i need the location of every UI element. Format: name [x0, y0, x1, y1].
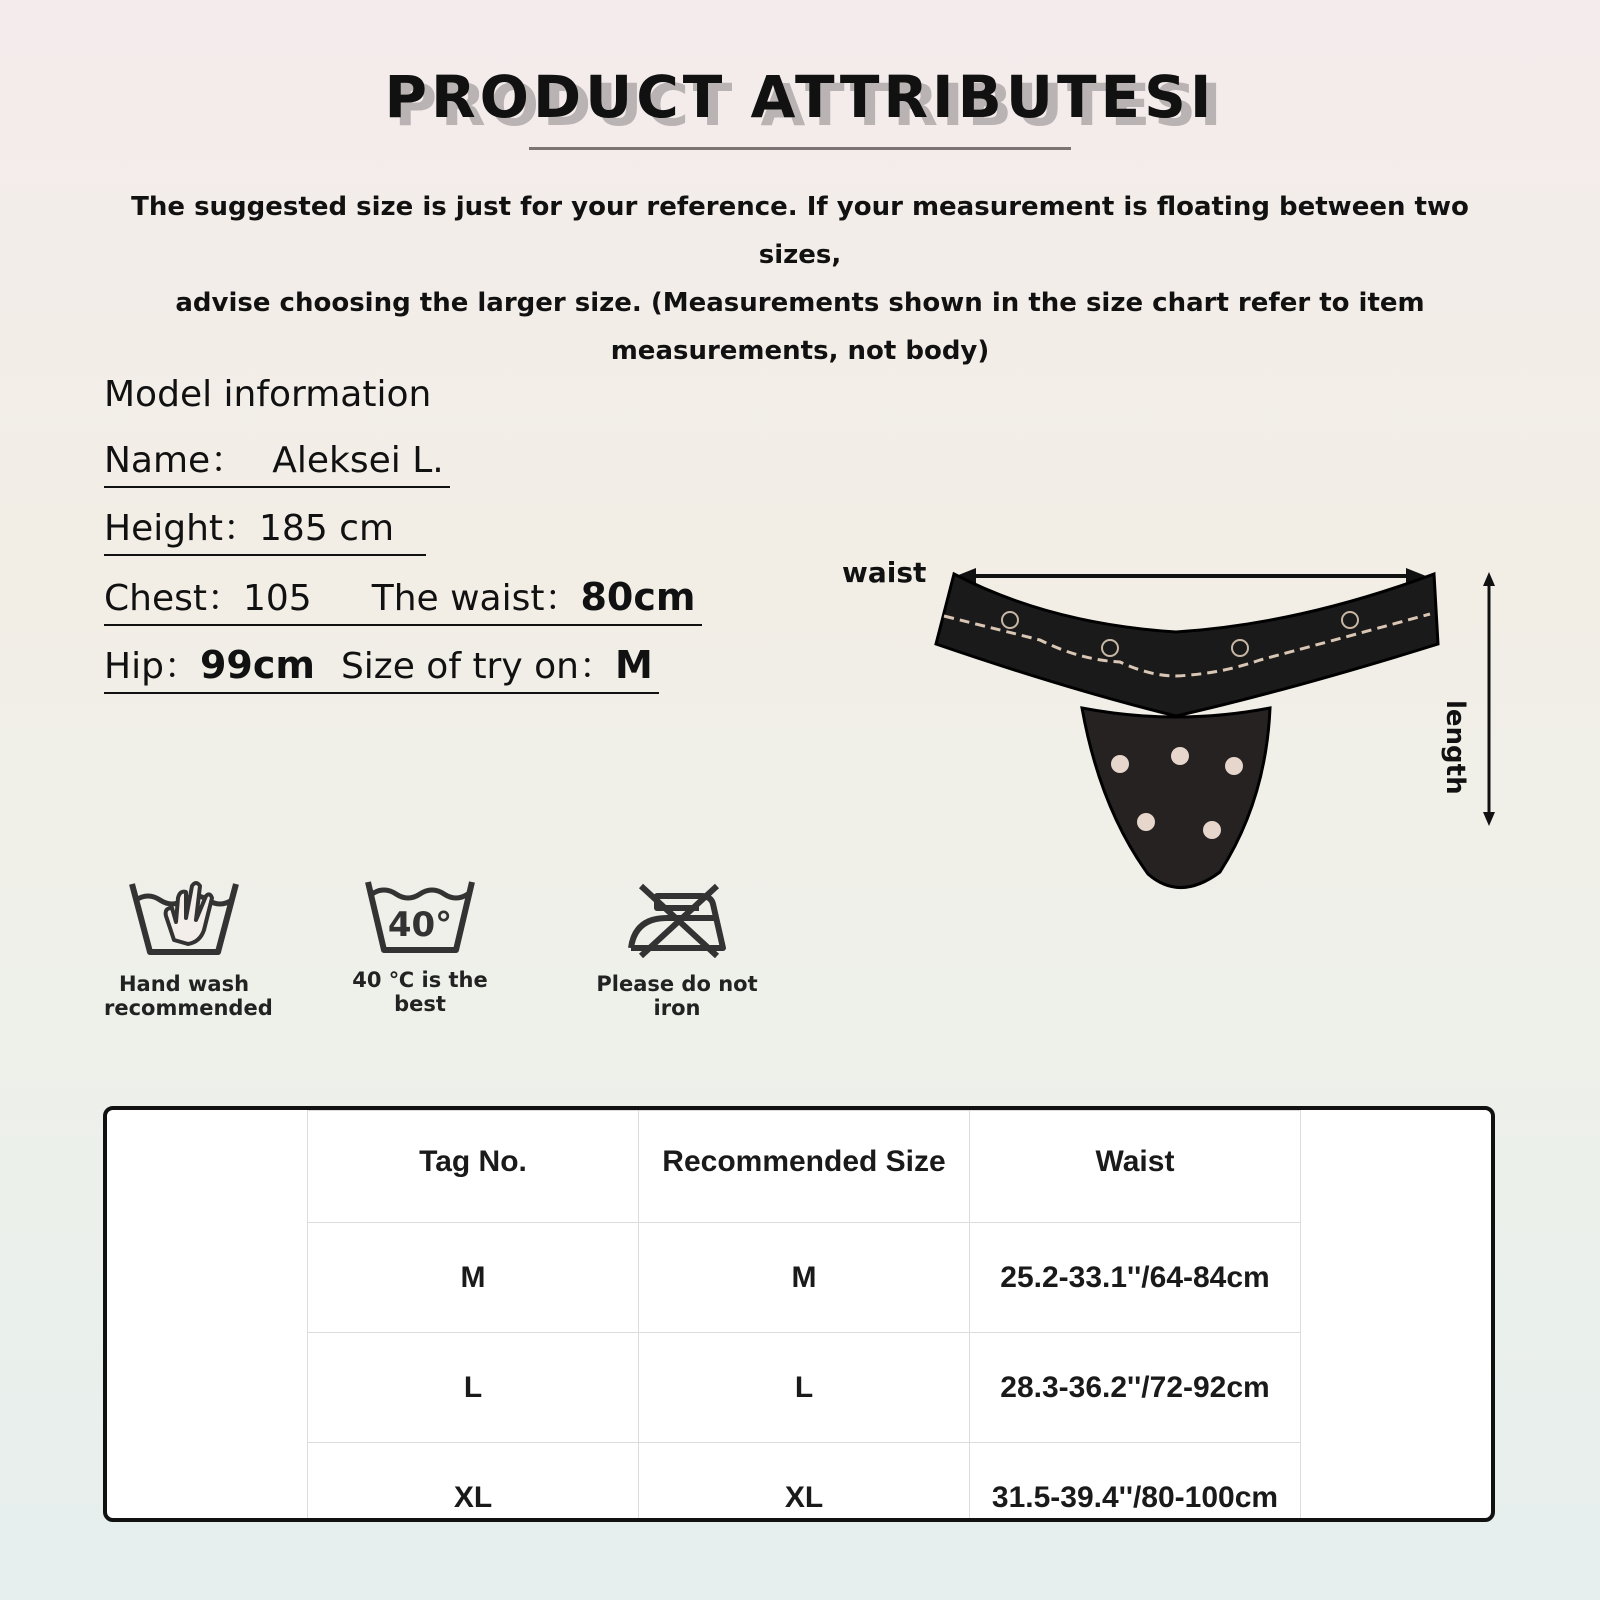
model-height-label: Height： [104, 508, 260, 549]
title-underline [529, 147, 1071, 150]
size-advice-text [120, 183, 1480, 375]
wash-40-icon [364, 876, 476, 956]
model-tryon-value: M [614, 643, 653, 687]
model-info-heading: Model information [104, 374, 432, 415]
table-cell-waist: 25.2-33.1''/64-84cm [970, 1223, 1301, 1333]
care-no-iron [570, 878, 784, 1020]
table-cell-waist: 28.3-36.2''/72-92cm [970, 1333, 1301, 1443]
product-diagram [820, 540, 1520, 920]
model-information [104, 370, 702, 708]
no-iron-icon [627, 878, 727, 958]
model-hip-size-line [104, 640, 659, 694]
model-waist-value: 80cm [580, 575, 696, 619]
table-row [308, 1333, 1301, 1443]
waist-measure-label: waist [842, 556, 927, 589]
care-wash-40 [328, 876, 512, 1016]
table-cell-tag: XL [308, 1443, 639, 1523]
hand-wash-icon [126, 862, 242, 958]
model-tryon-label: Size of try on： [340, 646, 615, 687]
no-iron-label: Please do not iron [596, 972, 758, 1020]
model-chest-waist-line [104, 572, 702, 626]
table-cell-waist: 31.5-39.4''/80-100cm [970, 1443, 1301, 1523]
model-hip-value: 99cm [199, 643, 315, 687]
title-area [0, 62, 1600, 132]
length-measure-label: length [1440, 700, 1470, 795]
page-title: PRODUCT ATTRIBUTESI [384, 63, 1216, 131]
table-row [308, 1443, 1301, 1523]
hand-wash-label-2: recommended [104, 996, 273, 1020]
table-cell-tag: M [308, 1223, 639, 1333]
table-cell-recommended: M [639, 1223, 970, 1333]
model-chest-value: 105 [242, 578, 312, 619]
size-table-header-tag: Tag No. [308, 1111, 639, 1223]
model-name-line [104, 436, 450, 488]
hand-wash-label: Hand wash [118, 972, 250, 996]
wash-40-icon-text: 40° [387, 905, 453, 945]
size-advice-line: advise choosing the larger size. (Measurements shown in the size chart refer to item [175, 288, 1425, 318]
size-advice-line: measurements, not body) [610, 336, 990, 366]
table-cell-recommended: L [639, 1333, 970, 1443]
model-height-line [104, 504, 426, 556]
model-name-value: Aleksei L. [272, 440, 444, 481]
model-chest-label: Chest： [104, 578, 243, 619]
care-hand-wash [104, 862, 273, 1020]
model-name-label: Name： [104, 440, 247, 481]
size-table-header-waist: Waist [970, 1111, 1301, 1223]
table-cell-recommended: XL [639, 1443, 970, 1523]
model-waist-label: The waist： [371, 578, 581, 619]
size-table-header-recommended: Recommended Size [639, 1111, 970, 1223]
size-advice-line: The suggested size is just for your reference. If your measurement is floating between two sizes, [131, 192, 1469, 270]
size-table-header-row [308, 1111, 1301, 1223]
model-height-value: 185 cm [259, 508, 395, 549]
table-row [308, 1223, 1301, 1333]
size-chart [103, 1106, 1495, 1522]
table-cell-tag: L [308, 1333, 639, 1443]
wash-40-label: 40 ℃ is the best [352, 968, 488, 1016]
model-hip-label: Hip： [104, 646, 200, 687]
size-table [307, 1110, 1301, 1522]
